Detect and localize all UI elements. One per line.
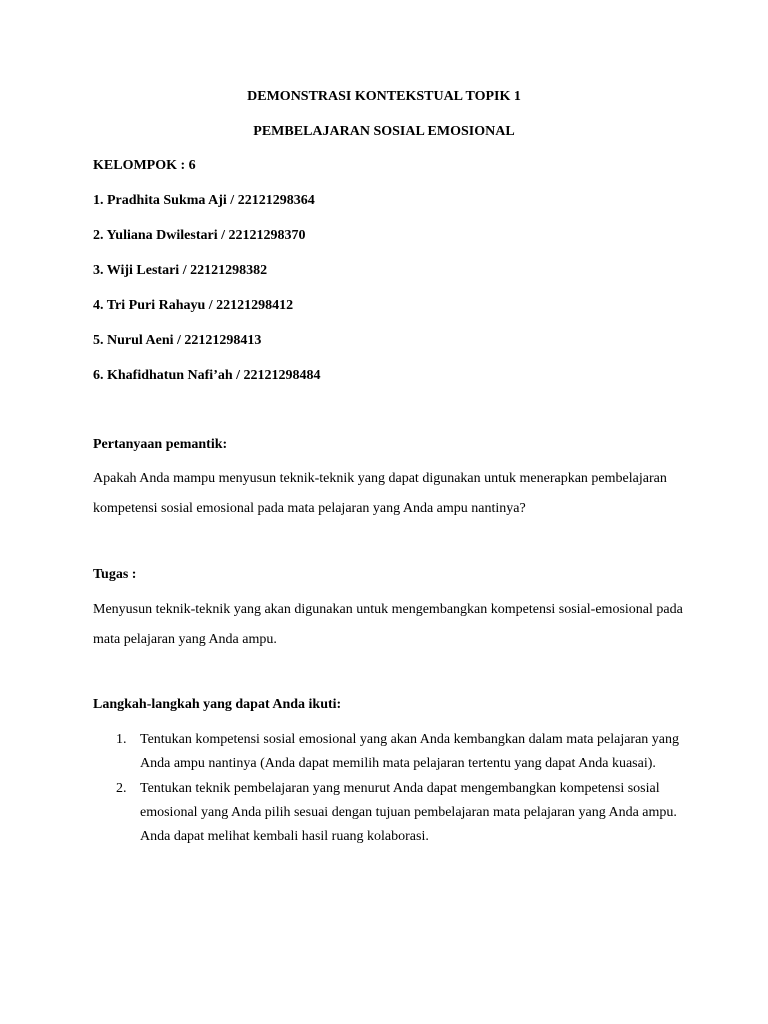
member-item: 2. Yuliana Dwilestari / 22121298370: [93, 228, 306, 243]
steps-list: [93, 728, 693, 849]
member-item: 4. Tri Puri Rahayu / 22121298412: [93, 298, 294, 313]
list-item-text: Tentukan kompetensi sosial emosional yang akan Anda kembangkan dalam mata pelajaran yang Anda ampu nantinya (Anda dapat memilih mata pelajaran tertentu yang dapat Anda kuasai).: [140, 732, 680, 772]
list-item-number: 1.: [116, 732, 127, 747]
member-item: 6. Khafidhatun Nafi’ah / 22121298484: [93, 368, 321, 383]
member-item: 1. Pradhita Sukma Aji / 22121298364: [93, 193, 315, 208]
document-subtitle: PEMBELAJARAN SOSIAL EMOSIONAL: [253, 124, 515, 139]
task-text: Menyusun teknik-teknik yang akan digunakan untuk mengembangkan kompetensi sosial-emosional pada mata pelajaran yang Anda ampu.: [93, 602, 683, 647]
list-item-number: 2.: [116, 780, 127, 796]
member-item: 5. Nurul Aeni / 22121298413: [93, 333, 262, 348]
question-heading: Pertanyaan pemantik:: [93, 437, 228, 452]
steps-heading: Langkah-langkah yang dapat Anda ikuti:: [93, 697, 342, 712]
group-label: KELOMPOK : 6: [93, 158, 196, 173]
list-item: [93, 777, 693, 850]
task-heading: Tugas :: [93, 567, 137, 582]
member-item: 3. Wiji Lestari / 22121298382: [93, 263, 268, 278]
list-item: [93, 728, 693, 777]
list-item-text: Tentukan teknik pembelajaran yang menurut Anda dapat mengembangkan kompetensi sosial emosional yang Anda pilih sesuai dengan tujuan pembelajaran mata pelajaran yang Anda ampu. Anda dapat melihat kembali hasil ruang kolaborasi.: [140, 780, 677, 845]
document-title: DEMONSTRASI KONTEKSTUAL TOPIK 1: [247, 89, 521, 104]
question-text: Apakah Anda mampu menyusun teknik-teknik yang dapat digunakan untuk menerapkan pembelajaran kompetensi sosial emosional pada mata pelajaran yang Anda ampu nantinya?: [93, 471, 667, 516]
